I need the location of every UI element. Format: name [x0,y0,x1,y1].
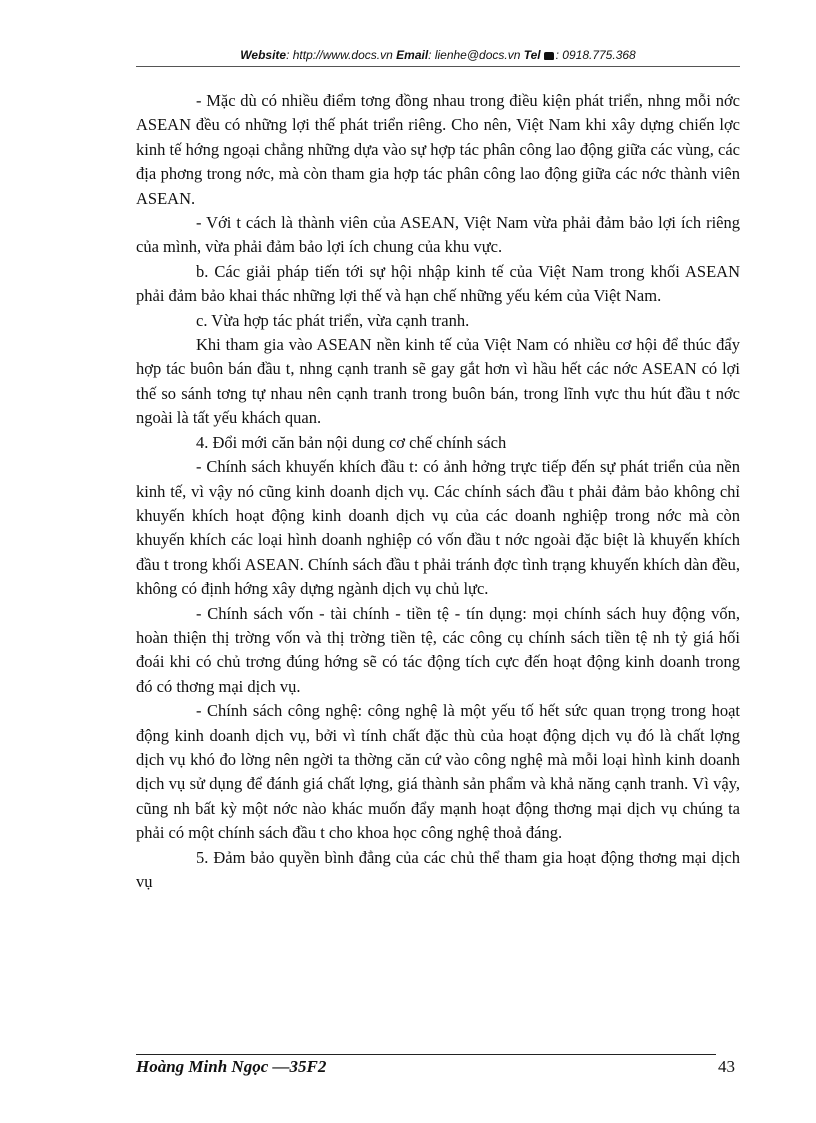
website-url: : http://www.docs.vn [286,48,393,62]
page-number: 43 [718,1057,735,1076]
email-label: Email [396,48,429,62]
paragraph: - Chính sách công nghệ: công nghệ là một yếu tố hết sức quan trọng trong hoạt động kinh doanh dịch vụ, bởi vì tính chất đặc thù của hoạt động dịch vụ đó là chất lợng dịch vụ khó đo lờng nên ngời ta thờng căn cứ vào công nghệ mà mỗi loại hình kinh doanh dịch vụ sử dụng để đánh giá chất lợng, giá thành sản phẩm và khả năng cạnh tranh. Vì vậy, cũng nh bất kỳ một nớc nào khác muốn đẩy mạnh hoạt động thơng mại dịch vụ chúng ta phải có một chính sách đầu t cho khoa học công nghệ thoả đáng. [136,701,740,843]
paragraph: Khi tham gia vào ASEAN nền kinh tế của Việt Nam có nhiều cơ hội để thúc đẩy hợp tác buôn bán đầu t, nhng cạnh tranh sẽ gay gắt hơn vì hầu hết các nớc ASEAN có lợi thế so sánh tơng tự nhau nên cạnh tranh trong buôn bán, trong lĩnh vực thu hút đầu t nớc ngoài là tất yếu khách quan. [136,335,740,428]
footer-author: Hoàng Minh Ngọc —35F2 [136,1057,327,1076]
tel-label: Tel [523,48,541,62]
paragraph: - Chính sách vốn - tài chính - tiền tệ - tín dụng: mọi chính sách huy động vốn, hoàn thiện thị trờng vốn và thị trờng tiền tệ, các công cụ chính sách tiền tệ nh tỷ giá hối đoái khi có chủ trơng đúng hớng sẽ có tác động tích cực đến hoạt động kinh doanh trong đó có thơng mại dịch vụ. [136,603,740,696]
paragraph: b. Các giải pháp tiến tới sự hội nhập kinh tế của Việt Nam trong khối ASEAN phải đảm bảo khai thác những lợi thế và hạn chế những yếu kém của Việt Nam. [136,261,740,306]
paragraph: - Mặc dù có nhiều điểm tơng đồng nhau trong điều kiện phát triển, nhng mỗi nớc ASEAN đều có những lợi thế phát triển riêng. Cho nên, Việt Nam khi xây dựng chiến lợc kinh tế hớng ngoại chẳng những dựa vào sự hợp tác phân công lao động giữa các vùng, các địa phơng trong nớc, mà còn tham gia hợp tác phân công lao động giữa các nớc thành viên ASEAN. [136,91,740,208]
section-heading: 5. Đảm bảo quyền bình đẳng của các chủ thể tham gia hoạt động thơng mại dịch vụ [136,847,740,891]
phone-icon [544,52,554,60]
paragraph: - Với t cách là thành viên của ASEAN, Việt Nam vừa phải đảm bảo lợi ích riêng của mình, vừa phải đảm bảo lợi ích chung của khu vực. [136,213,740,257]
section-heading: 4. Đổi mới căn bản nội dung cơ chế chính sách [196,432,507,452]
email-address: : lienhe@docs.vn [428,48,521,62]
paragraph: - Chính sách khuyến khích đầu t: có ảnh hởng trực tiếp đến sự phát triển của nền kinh tế, vì vậy nó cũng kinh doanh dịch vụ. Các chính sách đầu t phải đảm bảo không chỉ khuyến khích hoạt động kinh doanh dịch vụ của các doanh nghiệp trong nớc mà còn khuyến khích các loại hình doanh nghiệp có vốn đầu t nớc ngoài đặc biệt là khuyến khích đầu t trong khối ASEAN. Chính sách đầu t phải tránh đợc tình trạng khuyến khích dàn đều, không có định hớng xây dựng ngành dịch vụ chủ lực. [136,457,740,599]
phone-number: : 0918.775.368 [555,48,636,62]
document-body [136,89,740,894]
website-label: Website [240,48,287,62]
paragraph: c. Vừa hợp tác phát triển, vừa cạnh tranh. [196,310,470,330]
footer-divider [136,1054,716,1055]
page-header [136,44,740,67]
